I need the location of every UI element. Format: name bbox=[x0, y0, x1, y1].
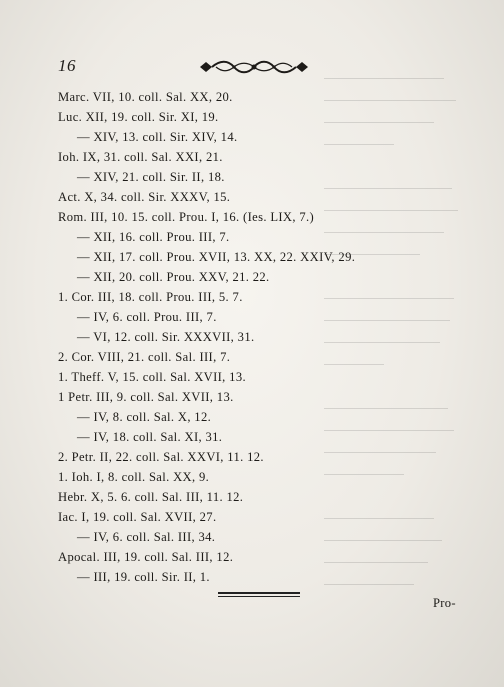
citation-line: Luc. XII, 19. coll. Sir. XI, 19. bbox=[58, 110, 219, 124]
citation-line: — III, 19. coll. Sir. II, 1. bbox=[77, 570, 210, 584]
citation-line: Rom. III, 10. 15. coll. Prou. I, 16. (Ies. LIX, 7.) bbox=[58, 210, 315, 224]
citation-line: Apocal. III, 19. coll. Sal. III, 12. bbox=[58, 550, 234, 564]
citation-line: — IV, 18. coll. Sal. XI, 31. bbox=[77, 430, 223, 444]
citation-line: Marc. VII, 10. coll. Sal. XX, 20. bbox=[58, 90, 233, 104]
citation-line: 1. Cor. III, 18. coll. Prou. III, 5. 7. bbox=[58, 290, 243, 304]
citation-line: Hebr. X, 5. 6. coll. Sal. III, 11. 12. bbox=[58, 490, 244, 504]
citation-line: — IV, 6. coll. Sal. III, 34. bbox=[77, 530, 216, 544]
citation-line: Ioh. IX, 31. coll. Sal. XXI, 21. bbox=[58, 150, 223, 164]
citation-line: Act. X, 34. coll. Sir. XXXV, 15. bbox=[58, 190, 231, 204]
citation-line: 2. Petr. II, 22. coll. Sal. XXVI, 11. 12. bbox=[58, 450, 264, 464]
closing-double-rule bbox=[218, 592, 300, 597]
catchword: Pro- bbox=[433, 596, 456, 610]
citation-line: — VI, 12. coll. Sir. XXXVII, 31. bbox=[77, 330, 255, 344]
page-number: 16 bbox=[58, 56, 76, 75]
citation-line: — IV, 8. coll. Sal. X, 12. bbox=[77, 410, 212, 424]
citation-line: — XII, 20. coll. Prou. XXV, 21. 22. bbox=[77, 270, 270, 284]
citation-line: — IV, 6. coll. Prou. III, 7. bbox=[77, 310, 217, 324]
citation-line: 1. Theff. V, 15. coll. Sal. XVII, 13. bbox=[58, 370, 246, 384]
citation-line: — XII, 17. coll. Prou. XVII, 13. XX, 22. XXIV, 29. bbox=[77, 250, 356, 264]
citation-line: 1. Ioh. I, 8. coll. Sal. XX, 9. bbox=[58, 470, 210, 484]
header-ornament-icon bbox=[198, 59, 310, 75]
show-through-text bbox=[324, 78, 464, 618]
citation-line: 2. Cor. VIII, 21. coll. Sal. III, 7. bbox=[58, 350, 231, 364]
citation-line: Iac. I, 19. coll. Sal. XVII, 27. bbox=[58, 510, 217, 524]
citation-line: 1 Petr. III, 9. coll. Sal. XVII, 13. bbox=[58, 390, 234, 404]
citation-line: — XIV, 21. coll. Sir. II, 18. bbox=[77, 170, 225, 184]
citation-line: — XII, 16. coll. Prou. III, 7. bbox=[77, 230, 230, 244]
citation-line: — XIV, 13. coll. Sir. XIV, 14. bbox=[77, 130, 238, 144]
